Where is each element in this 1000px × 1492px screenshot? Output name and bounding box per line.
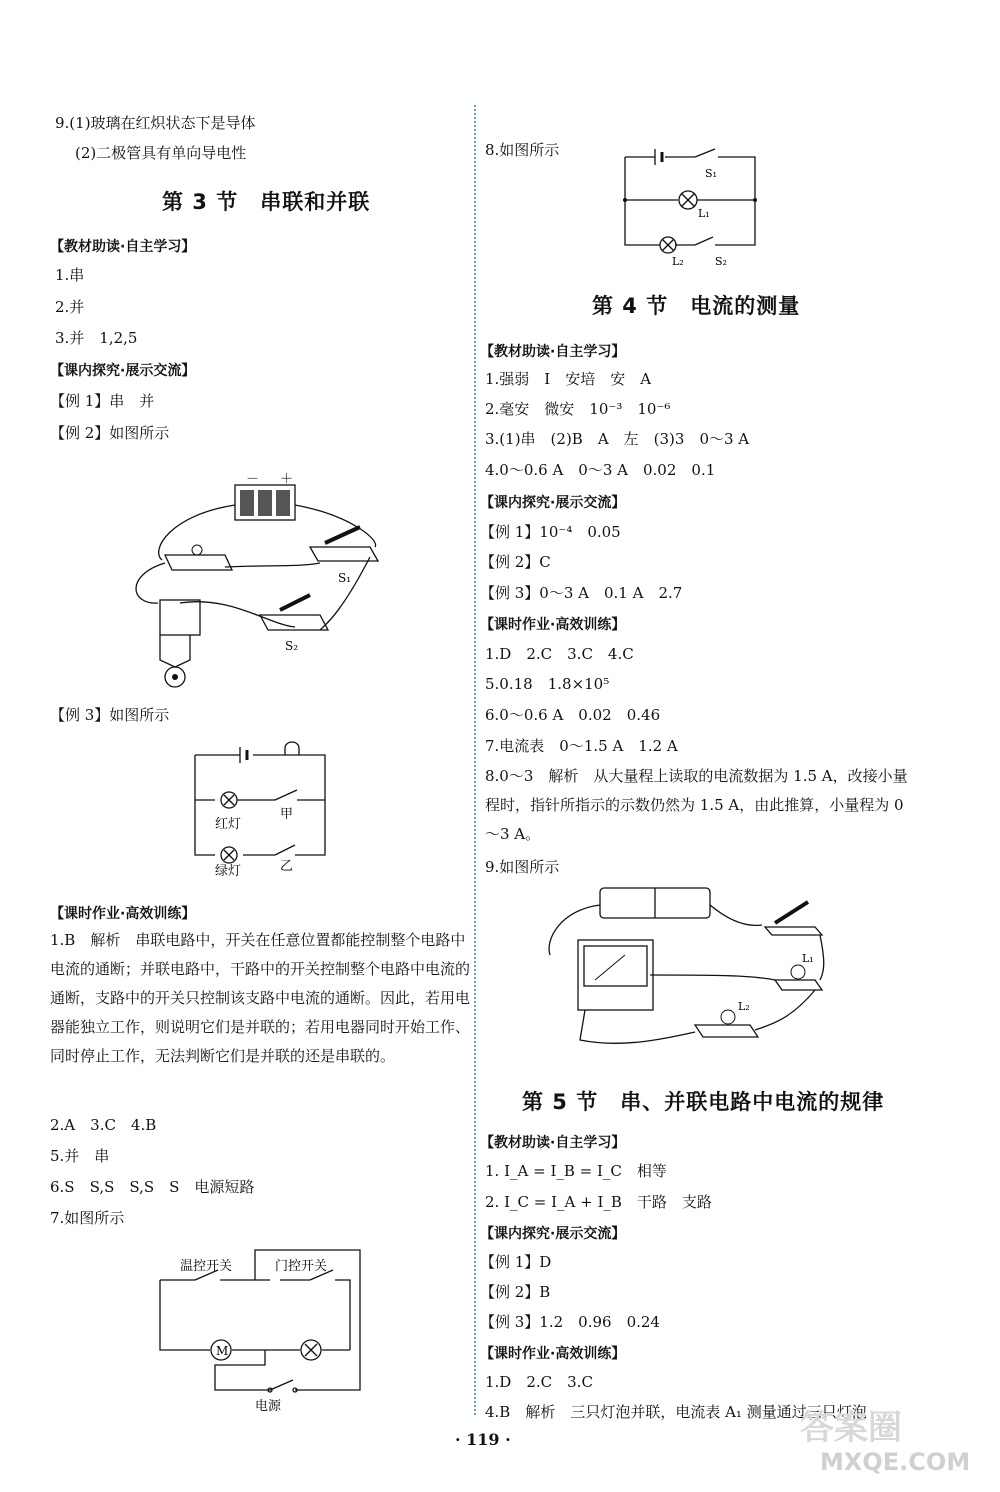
power-source-label: 电源	[255, 1399, 282, 1414]
header-explore: 【课内探究·展示交流】	[480, 495, 626, 511]
figure-answer7-circuit	[150, 1240, 370, 1415]
header-homework: 【课时作业·高效训练】	[480, 617, 626, 633]
l1-label: L₁	[802, 952, 814, 965]
answer-5: 5.并 串	[50, 1147, 110, 1165]
figure-answer9-circuit	[540, 880, 840, 1060]
temp-switch-label: 温控开关	[180, 1259, 233, 1274]
motor-label: M	[216, 1344, 229, 1358]
example-3: 【例 3】0～3 A 0.1 A 2.7	[480, 584, 683, 602]
answer-line: 3.(1)串 (2)B A 左 (3)3 0～3 A	[485, 430, 750, 448]
answer-line: 2. I_C = I_A + I_B 干路 支路	[485, 1193, 712, 1211]
figure-example3-schematic	[185, 740, 345, 880]
switch-yi-label: 乙	[280, 859, 294, 874]
answers-1-3: 1.D 2.C 3.C	[485, 1373, 593, 1391]
answer-9-2: (2)二极管具有单向导电性	[75, 144, 247, 162]
section-title-5: 第 5 节 串、并联电路中电流的规律	[522, 1090, 885, 1114]
positive-label: ＋	[280, 472, 294, 487]
example-2: 【例 2】B	[480, 1283, 551, 1301]
answer-1-explanation: 1.B 解析 串联电路中，开关在任意位置都能控制整个电路中电流的通断；并联电路中，干路中的开关控制整个电路中电流的通断，支路中的开关只控制该支路中电流的通断。因此，若用电器能独立工作，则说明它们是并联的；若用电器同时开始工作、同时停止工作，无法判断它们是并联的还是串联的。	[50, 931, 471, 1065]
switch-s2-label: S₂	[285, 639, 299, 653]
example-2: 【例 2】如图所示	[50, 424, 170, 442]
example-3: 【例 3】如图所示	[50, 706, 170, 724]
section-title-4: 第 4 节 电流的测量	[592, 294, 801, 318]
answer-line: 2.并	[55, 298, 85, 316]
example-3: 【例 3】1.2 0.96 0.24	[480, 1313, 660, 1331]
answer-line: 2.毫安 微安 10⁻³ 10⁻⁶	[485, 400, 671, 418]
example-1: 【例 1】10⁻⁴ 0.05	[480, 523, 621, 541]
answer-line: 1.串	[55, 266, 85, 284]
header-textbook: 【教材助读·自主学习】	[480, 1135, 626, 1151]
column-divider	[474, 105, 476, 1415]
answer-line: 1. I_A = I_B = I_C 相等	[485, 1162, 667, 1180]
answer-7: 7.如图所示	[50, 1209, 125, 1227]
answer-9-1: 9.(1)玻璃在红炽状态下是导体	[55, 114, 256, 132]
answer-4: 4.B 解析 三只灯泡并联，电流表 A₁ 测量通过三只灯泡	[485, 1403, 867, 1421]
answers-1-4: 1.D 2.C 3.C 4.C	[485, 645, 634, 663]
header-explore: 【课内探究·展示交流】	[480, 1226, 626, 1242]
s1-label: S₁	[705, 167, 717, 180]
answer-8: 8.如图所示	[485, 141, 560, 159]
answer-line: 3.并 1,2,5	[55, 329, 138, 347]
section-title-3: 第 3 节 串联和并联	[162, 190, 371, 214]
answer-line: 4.0～0.6 A 0～3 A 0.02 0.1	[485, 461, 716, 479]
example-1: 【例 1】串 并	[50, 392, 155, 410]
example-1: 【例 1】D	[480, 1253, 552, 1271]
answers-2-4: 2.A 3.C 4.B	[50, 1116, 157, 1134]
example-2: 【例 2】C	[480, 553, 551, 571]
header-textbook: 【教材助读·自主学习】	[50, 239, 196, 255]
switch-jia-label: 甲	[280, 807, 294, 822]
watermark-url: MXQE.COM	[820, 1448, 971, 1476]
watermark-logo: 答案圈	[800, 1408, 902, 1448]
answer-6: 6.0～0.6 A 0.02 0.46	[485, 706, 661, 724]
answer-8-explanation: 8.0～3 解析 从大量程上读取的电流数据为 1.5 A，改接小量程时，指针所指示的示数仍然为 1.5 A，由此推算，小量程为 0～3 A。	[485, 767, 908, 843]
l2-label: L₂	[672, 255, 684, 268]
negative-label: －	[246, 472, 260, 487]
l2-label: L₂	[738, 1000, 750, 1013]
answer-6: 6.S S,S S,S S 电源短路	[50, 1178, 255, 1196]
answer-5: 5.0.18 1.8×10⁵	[485, 675, 610, 693]
header-homework: 【课时作业·高效训练】	[480, 1346, 626, 1362]
header-textbook: 【教材助读·自主学习】	[480, 344, 626, 360]
page-number: · 119 ·	[455, 1430, 511, 1449]
figure-answer8-circuit	[610, 145, 770, 270]
answer-9: 9.如图所示	[485, 858, 560, 876]
green-light-label: 绿灯	[215, 864, 242, 879]
door-switch-label: 门控开关	[275, 1259, 328, 1274]
switch-s1-label: S₁	[338, 571, 352, 585]
header-homework: 【课时作业·高效训练】	[50, 906, 196, 922]
answer-7: 7.电流表 0～1.5 A 1.2 A	[485, 737, 678, 755]
s2-label: S₂	[715, 255, 727, 268]
l1-label: L₁	[698, 207, 710, 220]
answer-line: 1.强弱 I 安培 安 A	[485, 370, 652, 388]
figure-example2-circuit	[120, 455, 400, 700]
red-light-label: 红灯	[215, 817, 242, 832]
header-explore: 【课内探究·展示交流】	[50, 363, 196, 379]
